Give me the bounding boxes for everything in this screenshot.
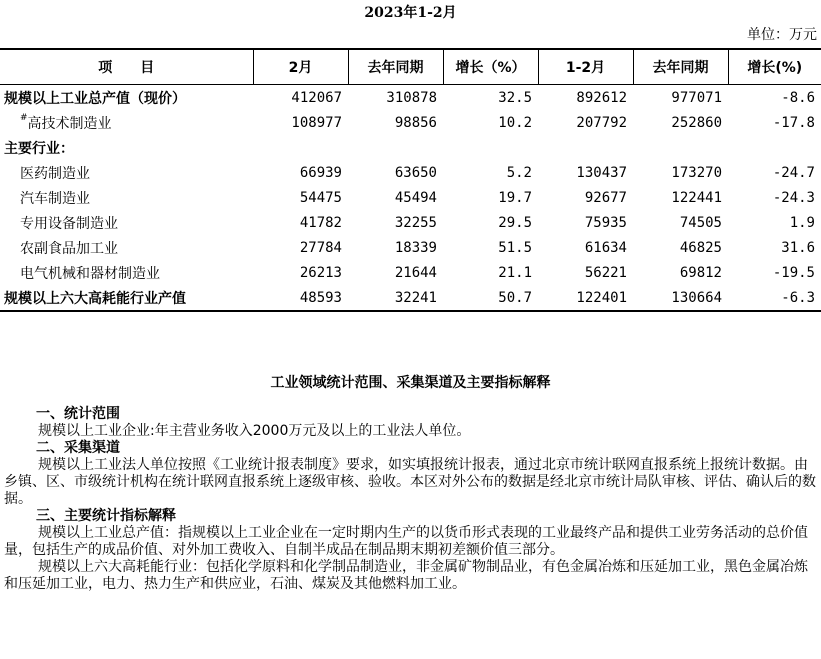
cell-value: 412067 xyxy=(291,89,342,106)
table-row xyxy=(0,260,821,285)
row-label: 农副食品加工业 xyxy=(20,240,118,257)
channel-paragraph: 规模以上工业法人单位按照《工业统计报表制度》要求，如实填报统计报表，通过北京市统计联网直报系统上报统计数据。由乡镇、区、市级统计机构在统计联网直报系统上逐级审核、验收。本区对外公布的数据是经北京市统计局队审核、评估、确认后的数据。 xyxy=(4,457,816,507)
cell-value: 74505 xyxy=(679,214,722,231)
header-jan-feb-growth: 增长(%) xyxy=(728,49,821,85)
cell-value: 51.5 xyxy=(498,239,532,256)
header-feb: 2月 xyxy=(253,49,348,85)
row-label: 医药制造业 xyxy=(20,165,90,182)
cell-value: 31.6 xyxy=(781,239,815,256)
cell-value: 92677 xyxy=(584,189,627,206)
energy-industry-definition-paragraph: 规模以上六大高耗能行业：包括化学原料和化学制品制造业，非金属矿物制品业，有色金属冶炼和压延加工业，黑色金属冶炼和压延加工业，电力、热力生产和供应业，石油、煤炭及其他燃料加工业。 xyxy=(4,559,808,592)
cell-value: 66939 xyxy=(299,164,342,181)
cell-value xyxy=(538,135,633,160)
cell-value: 69812 xyxy=(679,264,722,281)
cell-value: 26213 xyxy=(299,264,342,281)
scope-heading: 一、统计范围 xyxy=(36,406,120,422)
header-feb-growth: 增长（%） xyxy=(443,49,538,85)
cell-value: 56221 xyxy=(584,264,627,281)
cell-value: 29.5 xyxy=(498,214,532,231)
table-row xyxy=(0,160,821,185)
cell-value: -6.3 xyxy=(728,285,821,311)
cell-value: 75935 xyxy=(584,214,627,231)
unit-label: 单位：万元 xyxy=(747,27,817,43)
cell-value: -17.8 xyxy=(772,114,815,131)
cell-value: 252860 xyxy=(671,114,722,131)
cell-value: 32241 xyxy=(348,285,443,311)
cell-value: 61634 xyxy=(584,239,627,256)
row-label: 电气机械和器材制造业 xyxy=(20,265,160,282)
row-label: 主要行业： xyxy=(4,140,74,157)
channel-heading: 二、采集渠道 xyxy=(36,440,120,456)
cell-value: 108977 xyxy=(291,114,342,131)
cell-value: -19.5 xyxy=(772,264,815,281)
cell-value xyxy=(253,135,348,160)
indicator-heading: 三、主要统计指标解释 xyxy=(36,508,176,524)
cell-value: 50.7 xyxy=(443,285,538,311)
table-header-row xyxy=(0,49,821,85)
cell-value: 54475 xyxy=(299,189,342,206)
cell-value: -24.3 xyxy=(772,189,815,206)
table-row xyxy=(0,235,821,260)
row-label: 规模以上工业总产值（现价） xyxy=(4,90,186,107)
cell-value: 41782 xyxy=(299,214,342,231)
cell-value: 130437 xyxy=(576,164,627,181)
cell-value: 19.7 xyxy=(498,189,532,206)
row-label: 高技术制造业 xyxy=(27,115,112,132)
table-row xyxy=(0,185,821,210)
cell-value: 207792 xyxy=(576,114,627,131)
row-label: 汽车制造业 xyxy=(20,190,90,207)
cell-value: 892612 xyxy=(576,89,627,106)
report-period-title: 2023年1-2月 xyxy=(364,5,457,21)
header-item: 项 目 xyxy=(0,49,253,85)
cell-value: 977071 xyxy=(671,89,722,106)
row-label: 规模以上六大高耗能行业产值 xyxy=(0,285,253,311)
cell-value: -24.7 xyxy=(772,164,815,181)
table-row xyxy=(0,110,821,135)
cell-value: 48593 xyxy=(253,285,348,311)
row-label-prefix: # xyxy=(20,112,28,123)
cell-value: 21644 xyxy=(394,264,437,281)
cell-value: 122401 xyxy=(538,285,633,311)
cell-value: 46825 xyxy=(679,239,722,256)
cell-value: 32.5 xyxy=(498,89,532,106)
cell-value xyxy=(728,135,821,160)
cell-value: 27784 xyxy=(299,239,342,256)
table-row xyxy=(0,210,821,235)
scope-paragraph: 规模以上工业企业:年主营业务收入2000万元及以上的工业法人单位。 xyxy=(38,423,471,439)
cell-value: 10.2 xyxy=(498,114,532,131)
table-row xyxy=(0,285,821,311)
cell-value: 130664 xyxy=(633,285,728,311)
cell-value: 1.9 xyxy=(789,214,815,231)
industrial-output-table xyxy=(0,48,821,312)
row-label: 专用设备制造业 xyxy=(20,215,118,232)
cell-value: 5.2 xyxy=(506,164,532,181)
table-row xyxy=(0,85,821,111)
cell-value: 122441 xyxy=(671,189,722,206)
output-definition-paragraph: 规模以上工业总产值：指规模以上工业企业在一定时期内生产的以货币形式表现的工业最终产品和提供工业劳务活动的总价值量，包括生产的成品价值、对外加工费收入、自制半成品在制品期末期初差额价值三部分。 xyxy=(4,525,808,558)
notes-section xyxy=(4,406,819,593)
cell-value: 32255 xyxy=(394,214,437,231)
header-jan-feb: 1-2月 xyxy=(538,49,633,85)
cell-value: 98856 xyxy=(394,114,437,131)
notes-title: 工业领域统计范围、采集渠道及主要指标解释 xyxy=(270,375,551,391)
cell-value: 18339 xyxy=(394,239,437,256)
table-row xyxy=(0,135,821,160)
cell-value: 310878 xyxy=(386,89,437,106)
cell-value xyxy=(633,135,728,160)
cell-value: 173270 xyxy=(671,164,722,181)
header-jan-feb-prev: 去年同期 xyxy=(633,49,728,85)
cell-value: -8.6 xyxy=(781,89,815,106)
row-label-cell xyxy=(0,110,253,135)
cell-value: 63650 xyxy=(394,164,437,181)
cell-value: 21.1 xyxy=(498,264,532,281)
cell-value xyxy=(443,135,538,160)
cell-value: 45494 xyxy=(394,189,437,206)
cell-value xyxy=(348,135,443,160)
header-feb-prev: 去年同期 xyxy=(348,49,443,85)
